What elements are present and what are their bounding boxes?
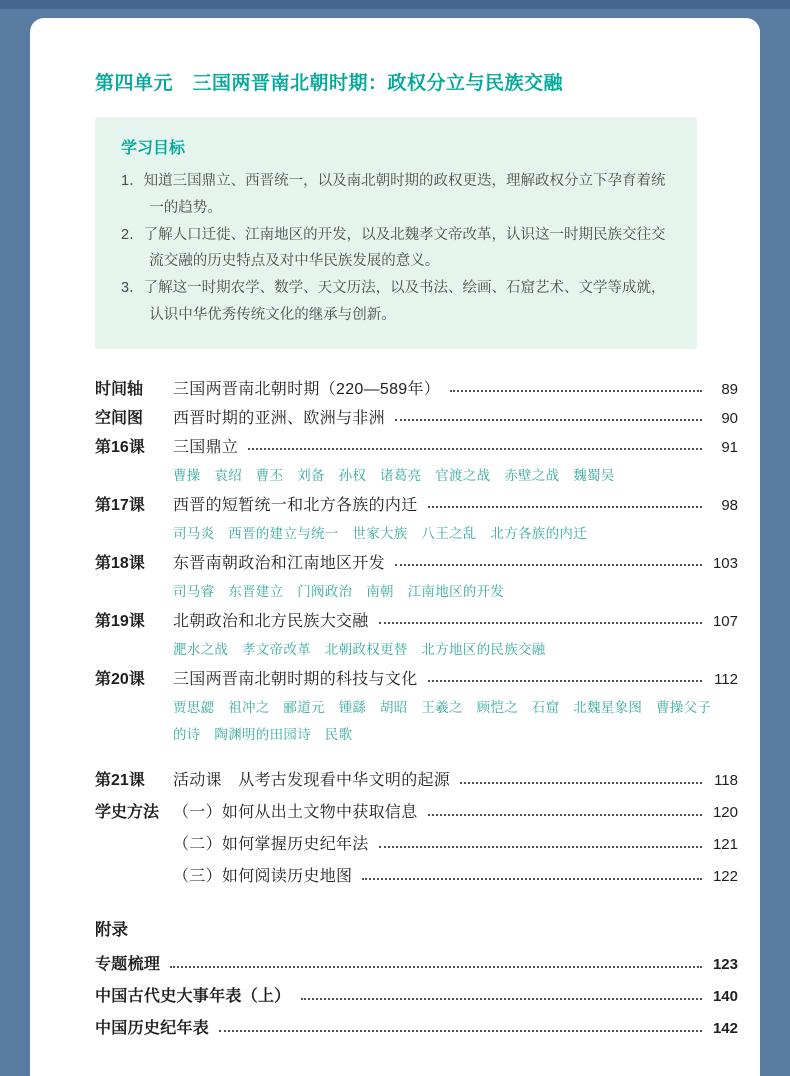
toc-entry-title: 北朝政治和北方民族大交融 — [173, 612, 369, 630]
toc-entry-label: 第17课 — [95, 496, 145, 514]
toc-entry — [95, 861, 738, 893]
dotted-leader — [379, 838, 702, 852]
appendix-entry-title: 专题梳理 — [95, 955, 161, 973]
table-of-contents — [95, 375, 738, 1045]
toc-page-number: 112 — [714, 670, 738, 688]
appendix-entry — [95, 949, 738, 981]
toc-page-number: 90 — [721, 409, 738, 427]
toc-entry-title: （二）如何掌握历史纪年法 — [173, 835, 369, 853]
toc-entry-label: 学史方法 — [95, 803, 160, 821]
toc-page-number: 123 — [712, 955, 738, 973]
toc-entry-title: 活动课 从考古发现看中华文明的起源 — [173, 771, 451, 789]
dotted-leader — [428, 498, 702, 512]
section-gap — [95, 893, 738, 915]
appendix-entry-title: 中国古代史大事年表（上） — [95, 987, 291, 1005]
appendix-entry — [95, 1013, 738, 1045]
toc-page-number: 107 — [712, 612, 738, 630]
toc-page-number: 118 — [714, 771, 738, 789]
toc-entry — [95, 375, 738, 404]
dotted-leader — [460, 774, 702, 788]
toc-entry-title: 西晋的短暂统一和北方各族的内迁 — [173, 496, 418, 514]
toc-entry-label: 第21课 — [95, 771, 145, 789]
dotted-leader — [395, 556, 702, 570]
toc-entry — [95, 491, 738, 520]
appendix-entry — [95, 981, 738, 1013]
toc-page-number: 122 — [712, 867, 738, 885]
dotted-leader — [450, 382, 702, 396]
objective-item: 3．了解这一时期农学、数学、天文历法，以及书法、绘画、石窟艺术、文学等成就，认识中华优秀传统文化的继承与创新。 — [121, 280, 666, 324]
toc-entry-title: 三国两晋南北朝时期（220—589年） — [173, 380, 441, 398]
toc-entry — [95, 404, 738, 433]
dotted-leader — [170, 958, 702, 972]
toc-entry-title: 东晋南朝政治和江南地区开发 — [173, 554, 385, 572]
unit-title: 第四单元 三国两晋南北朝时期：政权分立与民族交融 — [95, 73, 564, 94]
objective-item: 2．了解人口迁徙、江南地区的开发，以及北魏孝文帝改革，认识这一时期民族交往交流交融的历史特点及对中华民族发展的意义。 — [121, 226, 666, 270]
toc-page-number: 98 — [721, 496, 738, 514]
dotted-leader — [428, 672, 702, 686]
toc-entry — [95, 765, 738, 797]
toc-entry-title: 三国两晋南北朝时期的科技与文化 — [173, 670, 418, 688]
toc-entry-title: （三）如何阅读历史地图 — [173, 867, 353, 885]
toc-page-number: 140 — [712, 987, 738, 1005]
objective-item: 1．知道三国鼎立、西晋统一，以及南北朝时期的政权更迭，理解政权分立下孕育着统一的趋势。 — [121, 173, 666, 216]
toc-entry-title: （一）如何从出土文物中获取信息 — [173, 803, 418, 821]
toc-keywords: 曹操 袁绍 曹丕 刘备 孙权 诸葛亮 官渡之战 赤壁之战 魏蜀吴 — [173, 467, 615, 483]
book-page — [30, 18, 760, 1076]
toc-entry-title: 西晋时期的亚洲、欧洲与非洲 — [173, 409, 385, 427]
dotted-leader — [301, 990, 702, 1004]
appendix-entry-title: 中国历史纪年表 — [95, 1019, 210, 1037]
toc-entry-title: 三国鼎立 — [173, 438, 239, 456]
dotted-leader — [395, 411, 702, 425]
dotted-leader — [428, 806, 702, 820]
toc-page-number: 120 — [712, 803, 738, 821]
dotted-leader — [219, 1022, 702, 1036]
toc-entry — [95, 549, 738, 578]
toc-keywords: 贾思勰 祖冲之 郦道元 锺繇 胡昭 王羲之 顾恺之 石窟 北魏星象图 曹操父子的诗 陶渊明的田园诗 民歌 — [173, 699, 712, 742]
dotted-leader — [248, 440, 702, 454]
toc-entry-label: 时间轴 — [95, 380, 144, 398]
toc-keywords: 淝水之战 孝文帝改革 北朝政权更替 北方地区的民族交融 — [173, 641, 546, 657]
toc-page-number: 89 — [721, 380, 738, 398]
toc-page-number: 121 — [712, 835, 738, 853]
toc-entry — [95, 607, 738, 636]
dotted-leader — [362, 870, 702, 884]
toc-entry — [95, 665, 738, 694]
toc-entry — [95, 433, 738, 462]
appendix-heading: 附录 — [95, 920, 128, 939]
toc-entry-label: 第16课 — [95, 438, 145, 456]
toc-entry-label: 第20课 — [95, 670, 145, 688]
toc-entry — [95, 797, 738, 829]
objectives-heading: 学习目标 — [121, 140, 186, 157]
toc-page-number: 103 — [712, 554, 738, 572]
toc-entry-label: 第19课 — [95, 612, 145, 630]
toc-entry-label: 空间图 — [95, 409, 144, 427]
toc-keywords: 司马睿 东晋建立 门阀政治 南朝 江南地区的开发 — [173, 583, 505, 599]
learning-objectives-box — [95, 117, 697, 349]
toc-page-number: 142 — [712, 1019, 738, 1037]
toc-entry — [95, 829, 738, 861]
section-gap — [95, 750, 738, 765]
toc-entry-label: 第18课 — [95, 554, 145, 572]
toc-page-number: 91 — [721, 438, 738, 456]
dotted-leader — [379, 614, 702, 628]
top-border-strip — [0, 0, 790, 9]
toc-keywords: 司马炎 西晋的建立与统一 世家大族 八王之乱 北方各族的内迁 — [173, 525, 587, 541]
